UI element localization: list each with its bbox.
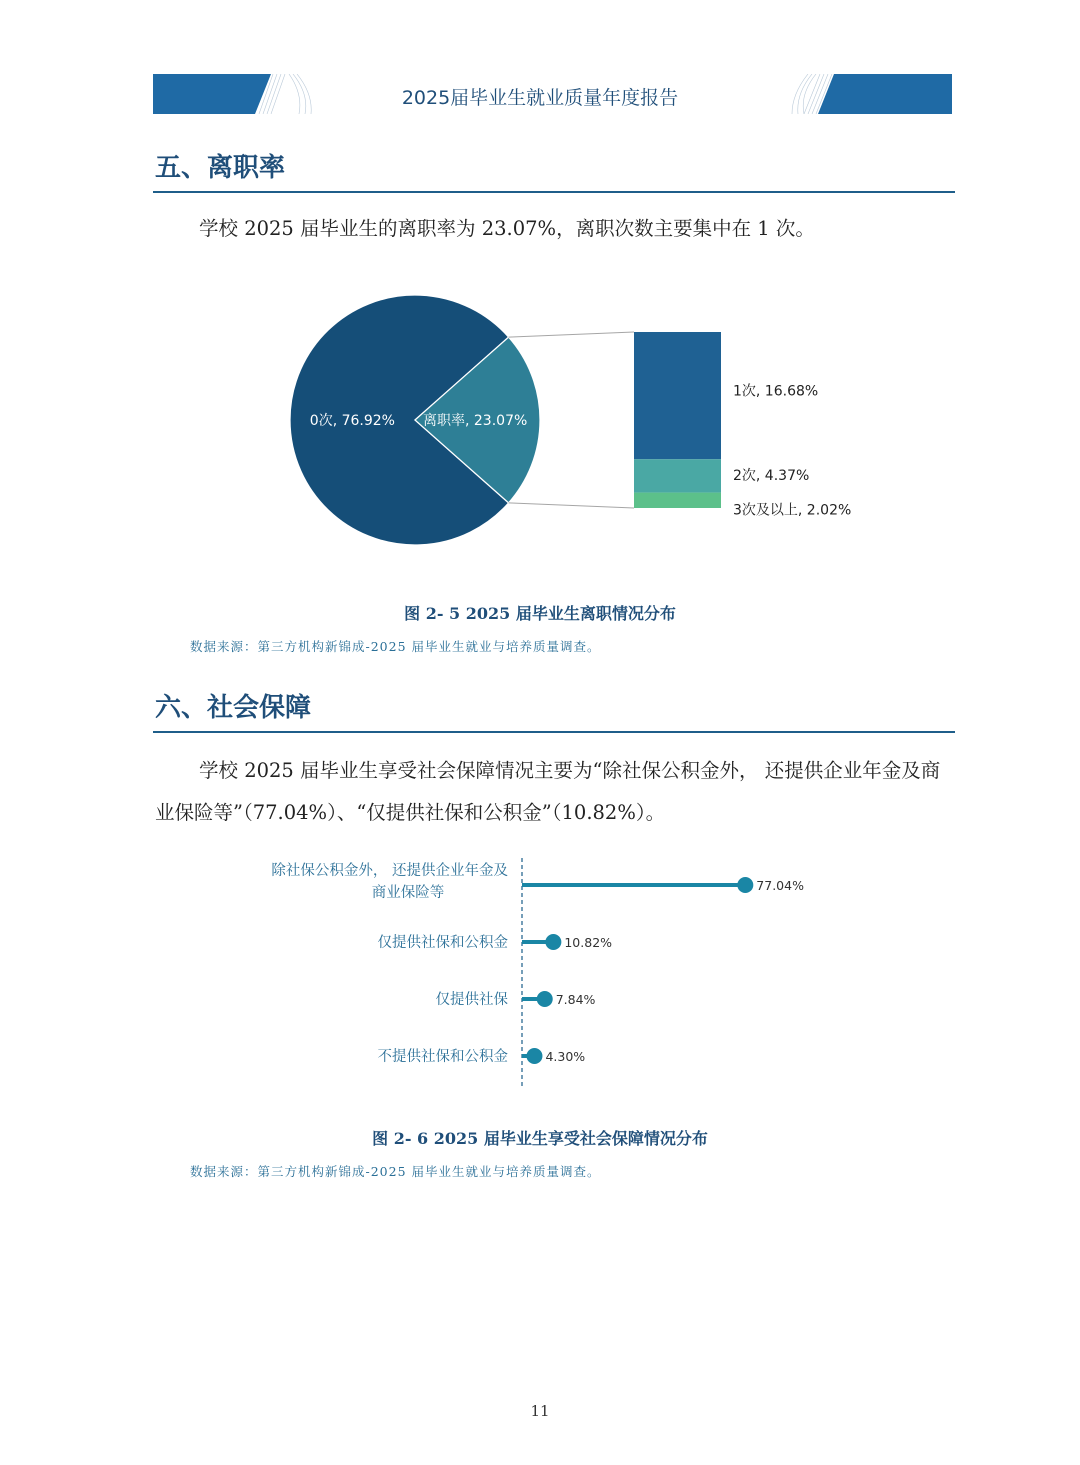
section-5-rule bbox=[153, 191, 955, 193]
breakdown-label-2: 3次及以上, 2.02% bbox=[733, 502, 852, 519]
section-6-paragraph: 学校 2025 届毕业生享受社会保障情况主要为“除社保公积金外， 还提供企业年金及商业保险等”（77.04%）、“仅提供社保和公积金”（10.82%）。 bbox=[155, 759, 941, 824]
connector-top bbox=[509, 332, 634, 337]
figure-2-5-source: 数据来源：第三方机构新锦成-2025 届毕业生就业与培养质量调查。 bbox=[190, 639, 601, 654]
section-6-title: 六、社会保障 bbox=[155, 693, 312, 723]
lollipop-chart bbox=[200, 850, 880, 1090]
header-title: 2025届毕业生就业质量年度报告 bbox=[401, 87, 679, 109]
page-number: 11 bbox=[530, 1402, 550, 1420]
breakdown-label-0: 1次, 16.68% bbox=[733, 383, 819, 400]
figure-2-6-caption: 图 2- 6 2025 届毕业生享受社会保障情况分布 bbox=[372, 1129, 708, 1148]
breakdown-segment-2 bbox=[634, 493, 721, 508]
value-label-2: 7.84% bbox=[555, 992, 596, 1007]
category-label-0-line-0: 除社保公积金外， 还提供企业年金及 bbox=[271, 863, 508, 879]
lollipop-dot-3 bbox=[526, 1048, 542, 1064]
connector-bottom bbox=[509, 503, 634, 508]
lollipop-dot-1 bbox=[545, 934, 561, 950]
breakdown-segment-1 bbox=[634, 459, 721, 492]
category-label-3: 不提供社保和公积金 bbox=[377, 1049, 508, 1065]
section-6-rule bbox=[153, 731, 955, 733]
pie-label-1: 离职率, 23.07% bbox=[423, 413, 528, 429]
pie-label-0: 0次, 76.92% bbox=[309, 413, 395, 429]
lollipop-dot-0 bbox=[737, 877, 753, 893]
breakdown-label-1: 2次, 4.37% bbox=[733, 467, 810, 484]
breakdown-segment-0 bbox=[634, 332, 721, 459]
section-5-title: 五、离职率 bbox=[155, 153, 286, 183]
figure-2-6-source: 数据来源：第三方机构新锦成-2025 届毕业生就业与培养质量调查。 bbox=[190, 1164, 601, 1179]
value-label-0: 77.04% bbox=[756, 878, 804, 893]
value-label-3: 4.30% bbox=[545, 1049, 586, 1064]
header-band-right bbox=[787, 74, 952, 114]
section-5-paragraph: 学校 2025 届毕业生的离职率为 23.07%，离职次数主要集中在 1 次。 bbox=[199, 217, 815, 240]
lollipop-dot-2 bbox=[537, 991, 553, 1007]
category-label-0-line-1: 商业保险等 bbox=[371, 885, 445, 901]
category-label-1: 仅提供社保和公积金 bbox=[377, 935, 508, 951]
figure-2-5-caption: 图 2- 5 2025 届毕业生离职情况分布 bbox=[404, 604, 676, 623]
value-label-1: 10.82% bbox=[564, 935, 613, 950]
pie-of-pie-chart bbox=[270, 285, 910, 555]
category-label-2: 仅提供社保 bbox=[435, 992, 508, 1008]
